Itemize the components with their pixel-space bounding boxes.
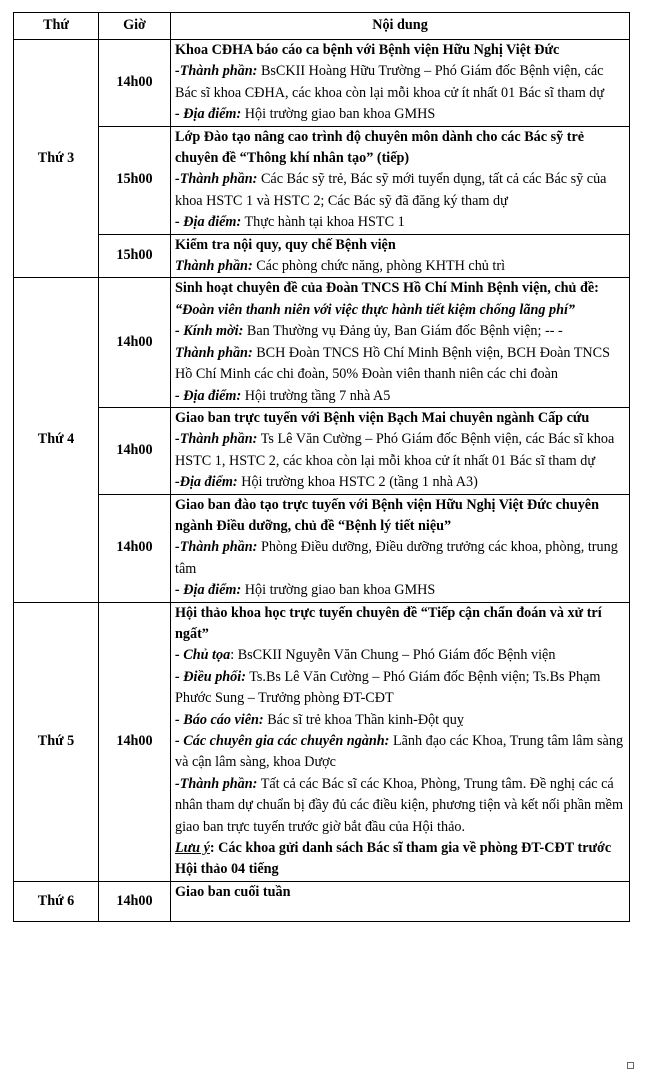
location-text: Hội trường khoa HSTC 2 (tầng 1 nhà A3) — [237, 474, 478, 491]
participants-label: -Thành phần: — [175, 63, 258, 80]
location-text: Hội trường giao ban khoa GMHS — [241, 582, 436, 599]
day-cell: Thứ 6 — [14, 881, 99, 921]
chair-text: : BsCKII Nguyễn Văn Chung – Phó Giám đốc Bệnh viện — [230, 647, 556, 664]
event-title: Khoa CĐHA báo cáo ca bệnh với Bệnh viện Hữu Nghị Việt Đức — [175, 42, 560, 58]
content-cell — [171, 881, 630, 921]
location-label: - Địa điểm: — [175, 387, 242, 404]
content-cell — [171, 278, 630, 407]
content-cell — [171, 602, 630, 881]
participants-label: Thành phần: — [175, 344, 253, 361]
day-cell: Thứ 5 — [14, 602, 99, 881]
event-title: Sinh hoạt chuyên đề của Đoàn TNCS Hồ Chí Minh Bệnh viện, chủ đề: — [175, 280, 599, 297]
time-cell: 14h00 — [99, 602, 171, 881]
participants-text: Phòng Điều dưỡng, Điều dưỡng trưởng các khoa, phòng, trung tâm — [175, 539, 618, 577]
event-title: Lớp Đào tạo nâng cao trình độ chuyên môn dành cho các Bác sỹ trẻ chuyên đề “Thông khí nhân tạo” (tiếp) — [175, 128, 585, 167]
time-cell: 14h00 — [99, 494, 171, 602]
time-cell: 15h00 — [99, 234, 171, 278]
table-row — [14, 40, 630, 127]
table-row — [14, 234, 630, 278]
content-cell — [171, 407, 630, 494]
day-cell: Thứ 3 — [14, 40, 99, 278]
event-title-topic: “Đoàn viên thanh niên với việc thực hành tiết kiệm chống lãng phí” — [175, 301, 576, 318]
schedule-table — [13, 12, 630, 922]
header-content: Nội dung — [171, 13, 630, 40]
table-row — [14, 494, 630, 602]
header-time: Giờ — [99, 13, 171, 40]
location-text: Thực hành tại khoa HSTC 1 — [241, 214, 405, 231]
speaker-label: - Báo cáo viên: — [175, 711, 264, 728]
invite-text: Ban Thường vụ Đảng ủy, Ban Giám đốc Bệnh viện; -- - — [243, 323, 563, 340]
content-cell — [171, 494, 630, 602]
location-text: Hội trường tầng 7 nhà A5 — [241, 387, 391, 404]
day-cell: Thứ 4 — [14, 278, 99, 602]
content-cell — [171, 234, 630, 278]
chair-label: - Chủ tọa — [175, 647, 231, 664]
participants-text: Các Bác sỹ trẻ, Bác sỹ mới tuyển dụng, tất cả các Bác sỹ của khoa HSTC 1 và HSTC 2; Các Bác sỹ đã đăng ký tham dự — [175, 171, 607, 209]
note-text: : Các khoa gửi danh sách Bác sĩ tham gia về phòng ĐT-CĐT trước Hội thảo 04 tiếng — [175, 840, 612, 878]
table-row — [14, 602, 630, 881]
time-cell: 14h00 — [99, 881, 171, 921]
participants-text: Các phòng chức năng, phòng KHTH chủ trì — [252, 258, 506, 275]
participants-label: -Thành phần: — [175, 775, 258, 792]
content-cell — [171, 40, 630, 127]
participants-label: -Thành phần: — [175, 171, 258, 188]
coordinator-text: Ts.Bs Lê Văn Cường – Phó Giám đốc Bệnh viện; Ts.Bs Phạm Phước Sung – Trưởng phòng ĐT-CĐT — [175, 668, 601, 707]
coordinator-label: - Điều phối: — [175, 668, 246, 685]
content-cell — [171, 126, 630, 234]
header-day: Thứ — [14, 13, 99, 40]
time-cell: 14h00 — [99, 40, 171, 127]
event-title: Kiểm tra nội quy, quy chế Bệnh viện — [175, 236, 396, 253]
participants-text: BsCKII Hoàng Hữu Trường – Phó Giám đốc Bệnh viện, các Bác sĩ khoa CĐHA, các khoa còn lại mỗi khoa cử ít nhất 01 Bác sĩ tham dự — [175, 63, 605, 101]
participants-label: -Thành phần: — [175, 539, 258, 556]
location-label: -Địa điểm: — [175, 474, 238, 491]
experts-label: - Các chuyên gia các chuyên ngành: — [175, 733, 390, 749]
participants-label: -Thành phần: — [175, 431, 258, 448]
invite-label: - Kính mời: — [175, 323, 244, 340]
time-cell: 15h00 — [99, 126, 171, 234]
location-text: Hội trường giao ban khoa GMHS — [241, 106, 436, 123]
location-label: - Địa điểm: — [175, 106, 242, 123]
participants-text: Ts Lê Văn Cường – Phó Giám đốc Bệnh viện, các Bác sĩ khoa HSTC 1, HSTC 2, các khoa còn lại mỗi khoa cử ít nhất 01 Bác sĩ tham dự — [175, 431, 615, 469]
time-cell: 14h00 — [99, 407, 171, 494]
event-title: Giao ban đào tạo trực tuyến với Bệnh viện Hữu Nghị Việt Đức chuyên ngành Điều dưỡng, chủ đề “Bệnh lý tiết niệu” — [175, 496, 599, 534]
speaker-text: Bác sĩ trẻ khoa Thần kinh-Đột quỵ — [263, 711, 464, 728]
note-label: Lưu ý — [175, 840, 210, 857]
participants-text: Tất cả các Bác sĩ các Khoa, Phòng, Trung tâm. Đề nghị các cá nhân tham dự chuẩn bị đầy đủ các điều kiện, phương tiện và kết nối phần mềm giao ban trực tuyến trước giờ bắt đầu của Hội thảo. — [175, 775, 623, 835]
table-header-row — [14, 13, 630, 40]
experts-text: Lãnh đạo các Khoa, Trung tâm lâm sàng và cận lâm sàng, khoa Dược — [175, 733, 624, 771]
participants-label: Thành phần: — [175, 258, 253, 275]
table-row — [14, 278, 630, 407]
table-row — [14, 126, 630, 234]
table-row — [14, 407, 630, 494]
location-label: - Địa điểm: — [175, 582, 242, 599]
participants-text: BCH Đoàn TNCS Hồ Chí Minh Bệnh viện, BCH Đoàn TNCS Hồ Chí Minh các chi đoàn, 50% Đoàn viên thanh niên các chi đoàn — [175, 344, 611, 383]
location-label: - Địa điểm: — [175, 214, 242, 231]
resize-handle[interactable] — [627, 1062, 634, 1069]
event-title: Hội thảo khoa học trực tuyến chuyên đề “Tiếp cận chẩn đoán và xử trí ngất” — [175, 604, 602, 642]
table-row — [14, 881, 630, 921]
time-cell: 14h00 — [99, 278, 171, 407]
event-title: Giao ban trực tuyến với Bệnh viện Bạch Mai chuyên ngành Cấp cứu — [175, 409, 590, 426]
event-title: Giao ban cuối tuần — [175, 883, 291, 900]
